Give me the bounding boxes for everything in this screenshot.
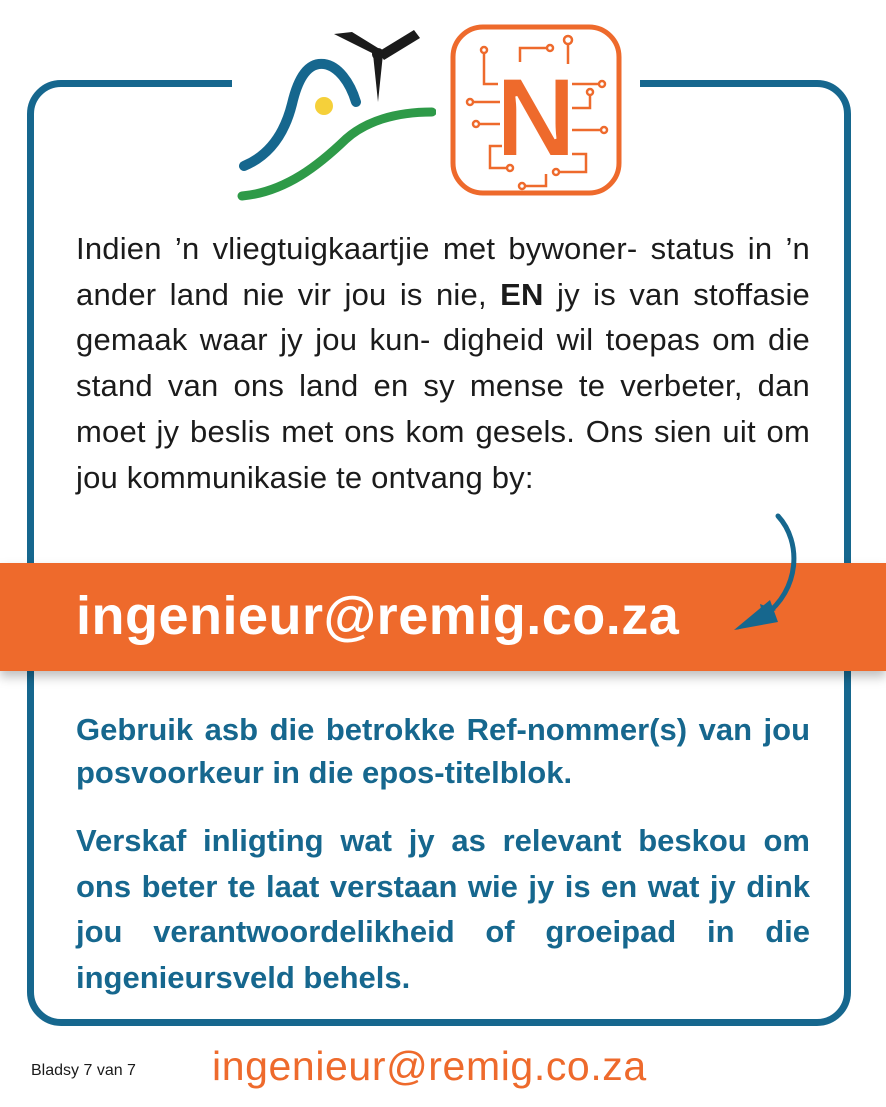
instruction-line: Gebruik asb die betrokke Ref-nommer(s) [76, 712, 688, 747]
n-letter: N [495, 55, 577, 180]
sun-icon [315, 97, 333, 115]
banner-email-link[interactable]: ingenieur@remig.co.za [76, 586, 680, 646]
intro-line: jy beslis met ons kom gesels. Ons sien uit [156, 413, 756, 449]
emphasis-en: EN [500, 276, 544, 312]
footer-email-link[interactable]: ingenieur@remig.co.za [212, 1043, 647, 1089]
intro-line: Indien ’n vliegtuigkaartjie met bywoner- [76, 231, 638, 266]
circuit-n-logo [450, 24, 622, 196]
share-line: Verskaf inligting wat jy as relevant beskou [76, 823, 747, 858]
reference-instruction [76, 708, 810, 794]
curved-arrow-icon [730, 512, 810, 637]
share-info-paragraph [76, 818, 810, 1000]
intro-line: land en sy mense te verbeter, dan moet [76, 368, 810, 449]
intro-line: om jou kommunikasie te ontvang by: [76, 413, 810, 495]
share-line: groeipad in die ingenieursveld behels. [76, 914, 810, 995]
remig-landscape-logo [236, 24, 436, 204]
instruction-line: van jou posvoorkeur in die epos-titelblok. [76, 712, 811, 790]
page-number: Bladsy 7 van 7 [31, 1062, 136, 1079]
intro-line: jy is van stoffasie gemaak waar jy jou kun- [76, 276, 810, 358]
share-line: om ons beter te laat verstaan wie jy is en [76, 823, 810, 904]
intro-paragraph [76, 226, 810, 500]
intro-line: digheid wil toepas om die stand van ons [76, 322, 810, 404]
intro-line: status in ’n ander land nie vir jou is nie, [76, 231, 810, 312]
share-line: wat jy dink jou verantwoordelikheid of [76, 868, 810, 949]
